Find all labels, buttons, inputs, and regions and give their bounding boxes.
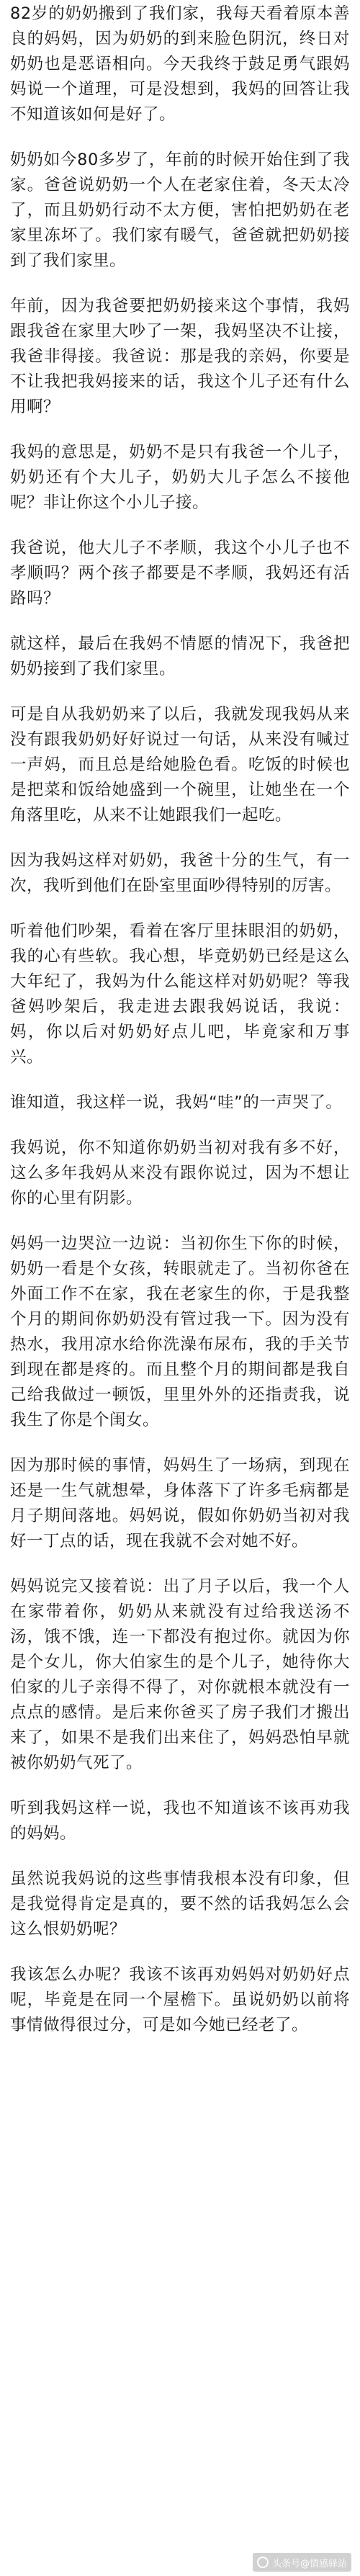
paragraph: 奶奶如今80多岁了，年前的时候开始住到了我家。爸爸说奶奶一个人在老家住着，冬天太冷了，而且奶奶行动不太方便，害怕把奶奶在老家里冻坏了。我们家有暖气，爸爸就把奶奶接到了我们家里。 <box>10 151 350 270</box>
paragraph: 妈妈一边哭泣一边说：当初你生下你的时候，奶奶一看是个女孩，转眼就走了。当初你爸在外面工作不在家，我在老家生的你，于是我整个月的期间你奶奶没有管过我一下。因为没有热水，我用凉水给你洗澡布尿布，我的手关节到现在都是疼的。而且整个月的期间都是我自己给我做过一顿饭，里里外外的还指责我，说我生了你是个闺女。 <box>10 1234 350 1430</box>
paragraph: 谁知道，我这样一说，我妈“哇”的一声哭了。 <box>10 1093 343 1112</box>
paragraph: 听着他们吵架，看着在客厅里抹眼泪的奶奶，我的心有些软。我心想，毕竟奶奶已经是这么大年纪了，我妈为什么能这样对奶奶呢？等我爸妈吵架后，我走进去跟我妈说话，我说：妈，你以后对奶奶好点儿吧，毕竟家和万事兴。 <box>10 922 350 1067</box>
paragraph: 我爸说，他大儿子不孝顺，我这个小儿子也不孝顺吗？两个孩子都要是不孝顺，我妈还有活路吗？ <box>10 539 350 608</box>
paragraph: 因为那时候的事情，妈妈生了一场病，到现在还是一生气就想晕，身体落下了许多毛病都是月子期间落地。妈妈说，假如你奶奶当初对我好一丁点的话，现在我就不会对她不好。 <box>10 1456 350 1550</box>
paragraph: 我妈的意思是，奶奶不是只有我爸一个儿子，奶奶还有个大儿子，奶奶大儿子怎么不接他呢？非让你这个小儿子接。 <box>10 443 350 512</box>
paragraph: 我该怎么办呢？我该不该再劝妈妈对奶奶好点呢，毕竟是在同一个屋檐下。虽说奶奶以前将事情做得很过分，可是如今她已经老了。 <box>10 1965 350 2034</box>
paragraph: 82岁的奶奶搬到了我们家，我每天看着原本善良的妈妈，因为奶奶的到来脸色阴沉，终日对奶奶也是恶语相向。今天我终于鼓足勇气跟妈妈说一个道理，可是没想到，我妈的回答让我不知道该如何是好了。 <box>10 4 350 124</box>
paragraph: 妈妈说完又接着说：出了月子以后，我一个人在家带着你，奶奶从来就没有过给我送汤不汤，饿不饿，连一下都没有抱过你。就因为你是个女儿，你大伯家生的是个儿子，她待你大伯家的儿子亲得不得了，对你就根本就没有一点点的感情。是后来你爸买了房子我们才搬出来了，如果不是我们出来住了，妈妈恐怕早就被你奶奶气死了。 <box>10 1577 350 1772</box>
paragraph: 听到我妈这样一说，我也不知道该不该再劝我的妈妈。 <box>10 1799 350 1843</box>
paragraph: 可是自从我奶奶来了以后，我就发现我妈从来没有跟我奶奶好好说过一句话，从来没有喊过一声妈，而且总是给她脸色看。吃饭的时候也是把菜和饭给她盛到一个碗里，让她坐在一个角落里吃，从来不让她跟我们一起吃。 <box>10 705 350 825</box>
watermark-text: 头条号@情感驿站 <box>271 2558 347 2570</box>
paragraph: 我妈说，你不知道你奶奶当初对我有多不好，这么多年我妈从来没有跟你说过，因为不想让你的心里有阴影。 <box>10 1139 350 1208</box>
paragraph: 就这样，最后在我妈不情愿的情况下，我爸把奶奶接到了我们家里。 <box>10 634 350 678</box>
paragraph: 虽然说我妈说的这些事情我根本没有印象，但是我觉得肯定是真的，要不然的话我妈怎么会这么恨奶奶呢？ <box>10 1870 350 1939</box>
paragraph: 因为我妈这样对奶奶，我爸十分的生气，有一次，我听到他们在卧室里面吵得特别的厉害。 <box>10 851 350 895</box>
watermark-logo-icon <box>257 2557 269 2568</box>
paragraph: 年前，因为我爸要把奶奶接来这个事情，我妈跟我爸在家里大吵了一架，我妈坚决不让接，我爸非得接。我爸说：那是我的亲妈，你要是不让我把我妈接来的话，我这个儿子还有什么用啊？ <box>10 297 350 416</box>
watermark <box>253 2553 351 2572</box>
